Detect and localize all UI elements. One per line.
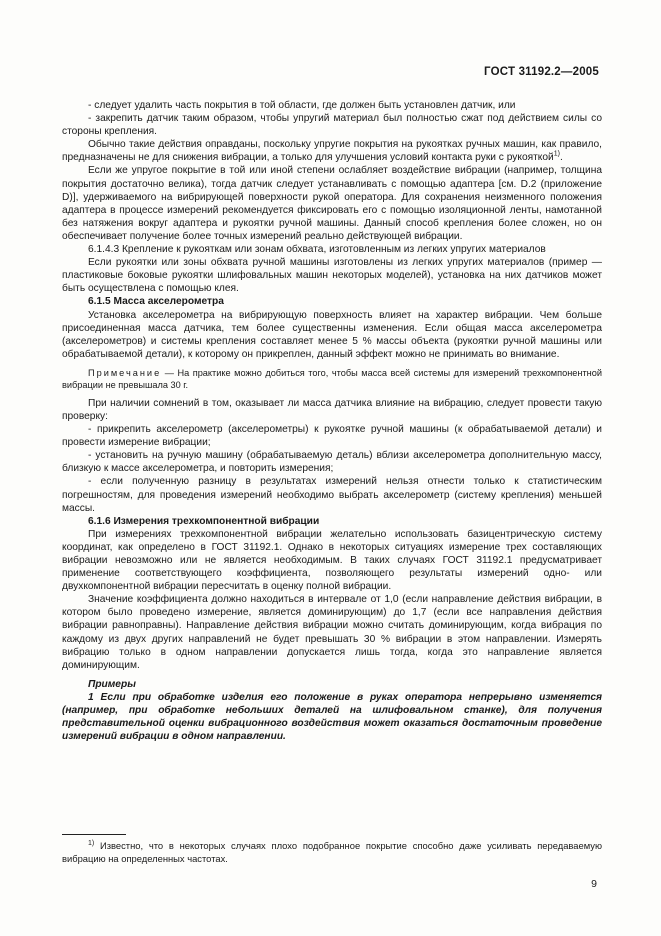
list-item: - прикрепить акселерометр (акселерометры) к рукоятке ручной машины (к обрабатываемой детали) и провести измерение вибрации; bbox=[62, 424, 602, 449]
paragraph: Установка акселерометра на вибрирующую поверхность влияет на характер вибрации. Чем больше присоединенная масса датчика, тем более существенны изменения. Если общая масса акселерометра (акселерометров) и системы крепления составляет менее 5 % массы объекта (рукоятки ручной машины или обрабатываемой детали), к которому он прикреплен, данный эффект можно не принимать во внимание. bbox=[62, 309, 602, 360]
footnote bbox=[62, 840, 602, 865]
list-item: - если полученную разницу в результатах измерений нельзя отнести только к статистическим погрешностям, для проведения измерений необходимо выбрать акселерометр (систему крепления) меньшей массы. bbox=[62, 476, 602, 514]
paragraph: При наличии сомнений в том, оказывает ли масса датчика влияние на вибрацию, следует провести такую проверку: bbox=[62, 397, 602, 422]
section-heading: 6.1.5 Масса акселерометра bbox=[88, 296, 224, 308]
section-heading: 6.1.6 Измерения трехкомпонентной вибрации bbox=[88, 515, 320, 527]
footnote-reference: 1) bbox=[553, 150, 560, 158]
note bbox=[62, 367, 602, 391]
document-body bbox=[62, 99, 602, 743]
document-header: ГОСТ 31192.2—2005 bbox=[484, 66, 599, 78]
paragraph bbox=[62, 138, 602, 164]
subsection-heading: 6.1.4.3 Крепление к рукояткам или зонам обхвата, изготовленным из легких упругих материалов bbox=[88, 244, 546, 256]
paragraph: Если же упругое покрытие в той или иной степени ослабляет воздействие вибрации (например, толщина покрытия достаточно велика), тогда датчик следует устанавливать с помощью адаптера [см. D.2 (приложение D)], удерживаемого на вибрирующей поверхности рукой оператора. Для сохранения неизменного положения адаптера в процессе измерений рекомендуется фиксировать его с помощью изоляционной ленты, намотанной без натяжения вокруг адаптера и рукоятки ручной машины. Данный способ крепления более сложен, но он обеспечивает получение более точных измерений реально действующей вибрации. bbox=[62, 165, 602, 242]
list-item: - установить на ручную машину (обрабатываемую деталь) вблизи акселерометра дополнительную массу, близкую к массе акселерометра, и повторить измерения; bbox=[62, 450, 602, 475]
footnote-text: Известно, что в некоторых случаях плохо подобранное покрытие способно даже усиливать передаваемую вибрацию на определенных частотах. bbox=[62, 840, 602, 864]
example-text: 1 Если при обработке изделия его положение в руках оператора непрерывно изменяется (например, при обработке небольших деталей на шлифовальном станке), для получения представительной оценки вибрационного воздействия может оказаться достаточным проведение измерений вибрации в одном направлении. bbox=[62, 691, 602, 743]
footnote-divider bbox=[62, 834, 126, 835]
page-number: 9 bbox=[591, 878, 597, 890]
note-text: — На практике можно добиться того, чтобы масса всей системы для измерений трехкомпонентной вибрации не превышала 30 г. bbox=[62, 367, 602, 390]
paragraph-text: Обычно такие действия оправданы, поскольку упругие покрытия на рукоятках ручных машин, как правило, предназначены не для снижения вибрации, а только для улучшения условий контакта руки с рукояткой bbox=[62, 139, 602, 164]
paragraph: - закрепить датчик таким образом, чтобы упругий материал был полностью сжат под действием силы со стороны крепления. bbox=[62, 113, 602, 138]
note-label: Примечание bbox=[88, 367, 162, 378]
paragraph-text: . bbox=[559, 152, 563, 164]
paragraph: - следует удалить часть покрытия в той области, где должен быть установлен датчик, или bbox=[88, 100, 516, 111]
examples-title: Примеры bbox=[88, 678, 136, 690]
footnote-mark: 1) bbox=[88, 839, 95, 847]
paragraph: Если рукоятки или зоны обхвата ручной машины изготовлены из легких упругих материалов (пример — пластиковые боковые рукоятки шлифовальных машин некоторых моделей), установка на них датчиков может быть осуществлена с помощью клея. bbox=[62, 257, 602, 295]
paragraph: При измерениях трехкомпонентной вибрации желательно использовать базицентрическую систему координат, как определено в ГОСТ 31192.1. Однако в некоторых ситуациях измерение трех составляющих вибрации невозможно или не является необходимым. В таких случаях ГОСТ 31192.1 предусматривает применение соответствующего коэффициента, позволяющего результаты измерений одно- или двухкомпонентной вибрации пересчитать в оценку полной вибрации. bbox=[62, 528, 602, 593]
paragraph: Значение коэффициента должно находиться в интервале от 1,0 (если направление действия вибрации, в котором было проведено измерение, является доминирующим) до 1,7 (если все направления действия вибрации равноправны). Направление действия вибрации можно считать доминирующим, когда вибрация по каждому из двух других направлений не будет превышать 30 % вибрации в этом направлении. Измерять вибрацию только в одном направлении допускается лишь тогда, когда это направление является доминирующим. bbox=[62, 594, 602, 671]
